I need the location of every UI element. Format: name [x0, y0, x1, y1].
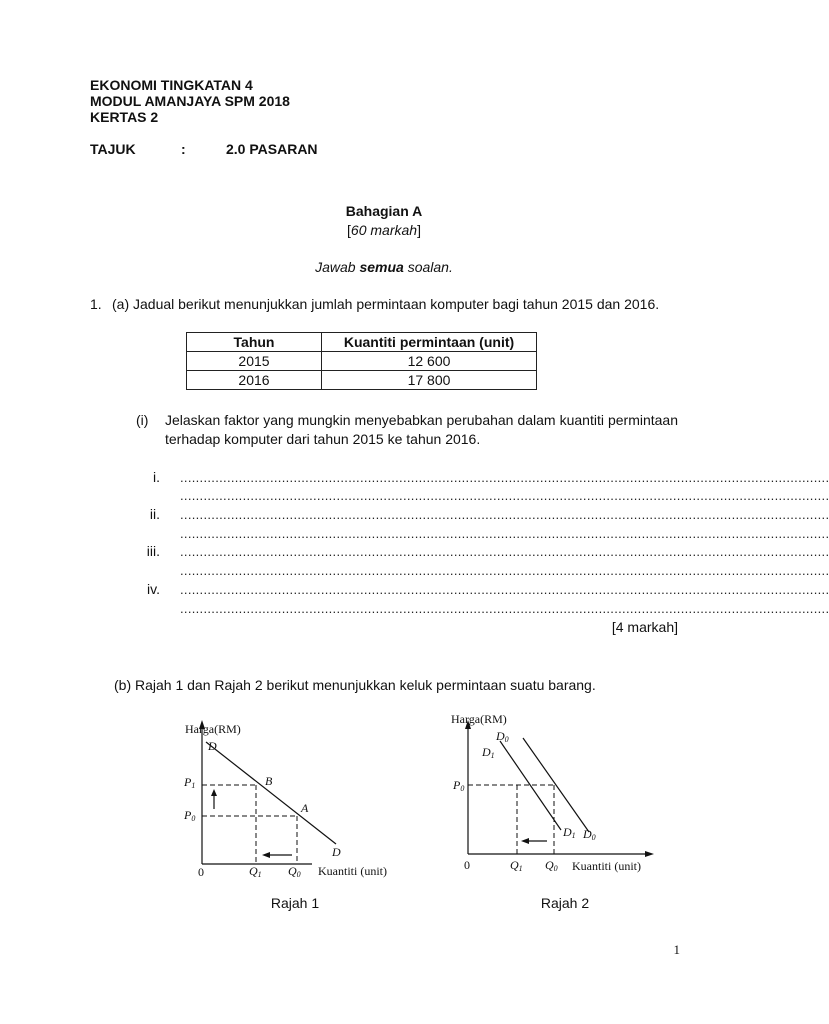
- table-row: [187, 352, 537, 371]
- rajah2-y-label: Harga(RM): [451, 712, 507, 726]
- header-line-3: KERTAS 2: [90, 109, 159, 125]
- rajah1-x-label: Kuantiti (unit): [318, 864, 387, 878]
- table-cell: 17 800: [322, 371, 537, 390]
- marks-text: 60 markah: [350, 222, 418, 238]
- header-line-2: MODUL AMANJAYA SPM 2018: [90, 93, 290, 109]
- rajah2-d1-bottom: D1: [563, 825, 576, 840]
- rajah1-point-b: B: [265, 774, 273, 788]
- rajah-1-diagram: [170, 712, 410, 882]
- answer-number: ii.: [149, 506, 160, 522]
- instruction: [0, 259, 768, 275]
- table-cell: 12 600: [322, 352, 537, 371]
- answer-line: ......................................................................................................................................................................: [180, 582, 829, 597]
- question-a-text: (a) Jadual berikut menunjukkan jumlah permintaan komputer bagi tahun 2015 dan 2016.: [112, 296, 660, 312]
- tajuk-value: 2.0 PASARAN: [226, 141, 318, 157]
- marks-label: [4 markah]: [611, 619, 678, 635]
- answer-line: ......................................................................................................................................................................: [180, 488, 829, 503]
- rajah-2-diagram: [445, 708, 655, 878]
- rajah2-x-arrow: [645, 851, 654, 857]
- table-cell: 2016: [187, 371, 322, 390]
- rajah1-p1: P1: [184, 775, 196, 790]
- table-cell: 2015: [187, 352, 322, 371]
- answer-line: ......................................................................................................................................................................: [180, 470, 829, 485]
- question-number: 1.: [90, 296, 102, 312]
- rajah-2-caption: Rajah 2: [540, 895, 590, 911]
- rajah2-x-label: Kuantiti (unit): [572, 859, 641, 873]
- answer-line: ......................................................................................................................................................................: [180, 601, 829, 616]
- rajah1-d-top: D: [208, 739, 217, 753]
- answer-number: i.: [153, 469, 160, 485]
- rajah2-d1-top: D1: [482, 745, 495, 760]
- answer-number: iii.: [146, 543, 160, 559]
- page-number: 1: [673, 942, 680, 957]
- answer-line: ......................................................................................................................................................................: [180, 526, 829, 541]
- section-marks: [0, 222, 768, 238]
- marks-close: ]: [417, 222, 421, 238]
- sub-question-line-1: Jelaskan faktor yang mungkin menyebabkan perubahan dalam kuantiti permintaan: [165, 412, 678, 428]
- marks-open: [: [347, 222, 351, 238]
- rajah1-q1: Q1: [249, 864, 262, 879]
- rajah1-up-arrowhead: [211, 789, 217, 796]
- rajah2-p0: P0: [453, 778, 465, 793]
- section-title: Bahagian A: [345, 203, 423, 219]
- rajah2-d0-top: D0: [496, 729, 509, 744]
- tajuk-label: TAJUK: [90, 141, 136, 157]
- sub-question-label: (i): [136, 412, 149, 428]
- rajah1-y-label: Harga(RM): [185, 722, 241, 736]
- rajah1-origin: 0: [198, 865, 204, 879]
- rajah2-q1: Q1: [510, 858, 523, 873]
- answer-line: ......................................................................................................................................................................: [180, 544, 829, 559]
- tajuk-colon: :: [181, 141, 186, 157]
- instr-post: soalan.: [403, 259, 453, 275]
- rajah1-q0: Q0: [288, 864, 301, 879]
- rajah2-left-arrowhead: [521, 838, 529, 844]
- rajah1-point-a: A: [301, 801, 309, 815]
- question-b-text: (b) Rajah 1 dan Rajah 2 berikut menunjukkan keluk permintaan suatu barang.: [114, 677, 596, 693]
- header-line-1: EKONOMI TINGKATAN 4: [90, 77, 253, 93]
- rajah1-p0: P0: [184, 808, 196, 823]
- rajah1-left-arrowhead: [262, 852, 270, 858]
- rajah2-q0: Q0: [545, 858, 558, 873]
- rajah2-d0-bottom: D0: [583, 827, 596, 842]
- rajah1-d-bottom: D: [332, 845, 341, 859]
- table-row: [187, 371, 537, 390]
- rajah-1-caption: Rajah 1: [270, 895, 320, 911]
- instr-bold: semua: [359, 259, 404, 275]
- answer-line: ......................................................................................................................................................................: [180, 563, 829, 578]
- rajah2-origin: 0: [464, 858, 470, 872]
- table-header: Tahun: [187, 333, 322, 352]
- sub-question-line-2: terhadap komputer dari tahun 2015 ke tahun 2016.: [165, 431, 481, 447]
- answer-line: ......................................................................................................................................................................: [180, 507, 829, 522]
- demand-table: [186, 332, 537, 390]
- rajah1-demand-curve: [206, 742, 336, 844]
- table-header-row: [187, 333, 537, 352]
- table-header: Kuantiti permintaan (unit): [322, 333, 537, 352]
- answer-number: iv.: [147, 581, 160, 597]
- instr-pre: Jawab: [315, 259, 360, 275]
